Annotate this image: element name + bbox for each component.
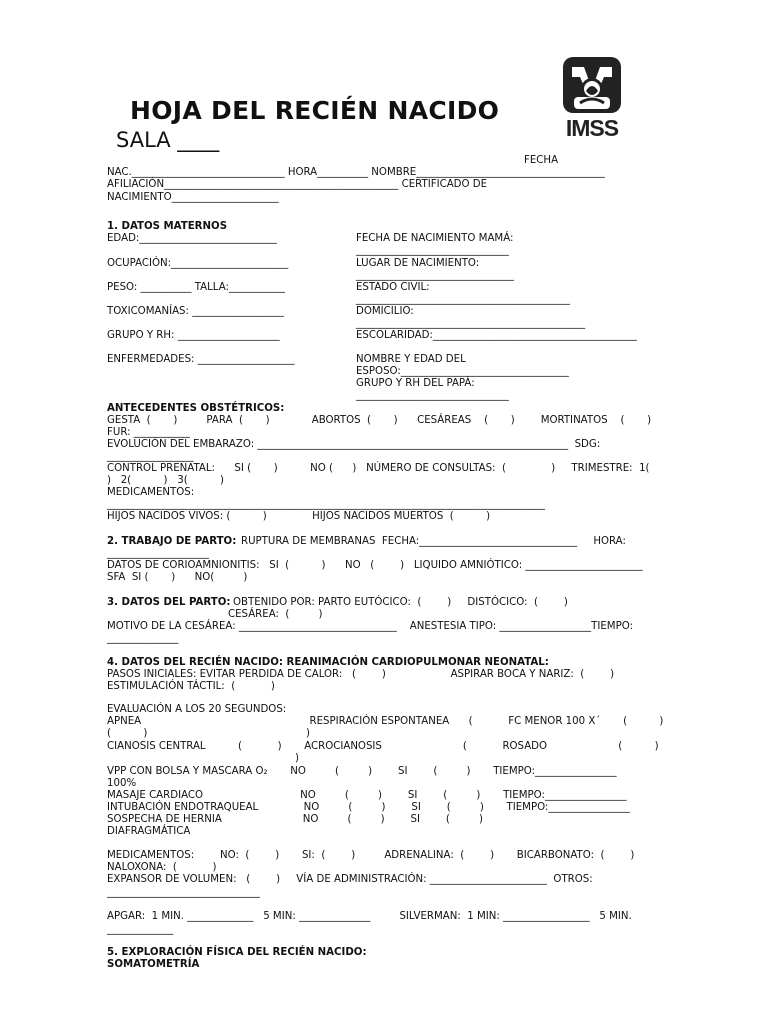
form-line-s4f: CIANOSIS CENTRAL ( ) ACROCIANOSIS ( ROSADO ( )	[107, 741, 659, 752]
form-line-m-dom2: _____________________________________________	[356, 318, 586, 329]
form-line-m-enf: ENFERMEDADES: ___________________	[107, 354, 295, 365]
form-line-s4e: ( ) )	[107, 728, 310, 739]
form-line-ao4: _________________	[107, 451, 194, 462]
form-line-s4c: EVALUACIÓN A LOS 20 SEGUNDOS:	[107, 704, 287, 715]
form-line-ao7: MEDICAMENTOS:	[107, 487, 195, 498]
form-line-m-papa: GRUPO Y RH DEL PAPÁ:	[356, 378, 475, 389]
form-line-s3d: ______________	[107, 633, 179, 644]
form-line-m-dom: DOMICILIO:	[356, 306, 414, 317]
form-line-s3c: MOTIVO DE LA CESÁREA: _______________________________ ANESTESIA TIPO: __________________TIEMPO:	[107, 621, 633, 632]
form-line-s4i: 100%	[107, 778, 137, 789]
form-line-m-lugar: LUGAR DE NACIMIENTO:	[356, 258, 480, 269]
form-line-s3: 3. DATOS DEL PARTO:	[107, 597, 231, 608]
form-line-s4j: MASAJE CARDIACO NO ( ) SI ( ) TIEMPO:________________	[107, 790, 627, 801]
imss-logo	[558, 55, 626, 139]
form-line-s4d: APNEA RESPIRACIÓN ESPONTANEA ( FC MENOR 100 X´ ( )	[107, 716, 664, 727]
form-line-l-nacim: NACIMIENTO_____________________	[107, 192, 279, 203]
form-line-m-fnac: FECHA DE NACIMIENTO MAMÁ:	[356, 233, 514, 244]
form-line-s2a: RUPTURA DE MEMBRANAS FECHA:_______________________________ HORA:	[241, 536, 626, 547]
form-line-s4l: SOSPECHA DE HERNIA NO ( ) SI ( )	[107, 814, 484, 825]
form-line-s4p: EXPANSOR DE VOLUMEN: ( ) VÍA DE ADMINISTRACIÓN: _______________________ OTROS:	[107, 874, 593, 885]
form-line-s3b: CESÁREA: ( )	[228, 609, 323, 620]
form-line-m-esc: ESCOLARIDAD:________________________________________	[356, 330, 637, 341]
page-title: HOJA DEL RECIÉN NACIDO	[130, 96, 500, 125]
form-line-s4g: )	[295, 753, 299, 764]
form-line-ao9: HIJOS NACIDOS VIVOS: ( ) HIJOS NACIDOS MUERTOS ( )	[107, 511, 491, 522]
form-line-s5: 5. EXPLORACIÓN FÍSICA DEL RECIÉN NACIDO:	[107, 947, 367, 958]
form-line-ao3: EVOLUCIÓN DEL EMBARAZO: _____________________________________________________________ SDG:	[107, 439, 601, 450]
form-line-s2c: DATOS DE CORIOAMNIONITIS: SI ( ) NO ( ) LIQUIDO AMNIÓTICO: _______________________	[107, 560, 643, 571]
form-line-s4k: INTUBACIÓN ENDOTRAQUEAL NO ( ) SI ( ) TIEMPO:________________	[107, 802, 630, 813]
form-line-ao5: CONTROL PRENATAL: SI ( ) NO ( ) NÚMERO DE CONSULTAS: ( ) TRIMESTRE: 1(	[107, 463, 650, 474]
form-line-s5a: SOMATOMETRÍA	[107, 959, 200, 970]
form-line-s4h: VPP CON BOLSA Y MASCARA O₂ NO ( ) SI ( ) TIEMPO:________________	[107, 766, 617, 777]
form-line-l-afil: AFILIACIÓN______________________________________________ CERTIFICADO DE	[107, 179, 488, 190]
form-line-m-ocup: OCUPACIÓN:_______________________	[107, 258, 289, 269]
form-line-m-papa2: ______________________________	[356, 390, 509, 401]
form-line-m-civil: ESTADO CIVIL:	[356, 282, 430, 293]
form-line-m-peso: PESO: __________ TALLA:___________	[107, 282, 285, 293]
form-line-s4q: ______________________________	[107, 887, 260, 898]
imss-logo-text: IMSS	[565, 115, 619, 139]
form-line-m-toxi: TOXICOMANÍAS: __________________	[107, 306, 284, 317]
form-line-s4o: NALOXONA: ( )	[107, 862, 217, 873]
form-line-s2: 2. TRABAJO DE PARTO:	[107, 536, 237, 547]
form-line-ao: ANTECEDENTES OBSTÉTRICOS:	[107, 403, 285, 414]
form-line-m-fnac2: ______________________________	[356, 245, 509, 256]
form-line-s4r: APGAR: 1 MIN. _____________ 5 MIN: ______________ SILVERMAN: 1 MIN: _________________ 5 MIN.	[107, 911, 632, 922]
form-line-s4b: ESTIMULACIÓN TÁCTIL: ( )	[107, 681, 275, 692]
form-line-m-esposo2: ESPOSO:_________________________________	[356, 366, 569, 377]
form-line-s4n: MEDICAMENTOS: NO: ( ) SI: ( ) ADRENALINA: ( ) BICARBONATO: ( )	[107, 850, 635, 861]
form-line-s4s: _____________	[107, 924, 174, 935]
form-line-ao8: ______________________________________________________________________________________	[107, 499, 546, 510]
form-line-s4a: PASOS INICIALES: EVITAR PERDIDA DE CALOR: ( ) ASPIRAR BOCA Y NARIZ: ( )	[107, 669, 615, 680]
form-line-ao1: GESTA ( ) PARA ( ) ABORTOS ( ) CESÁREAS ( ) MORTINATOS ( )	[107, 415, 652, 426]
form-line-s1: 1. DATOS MATERNOS	[107, 221, 228, 232]
form-line-s4: 4. DATOS DEL RECIÉN NACIDO: REANIMACIÓN CARDIOPULMONAR NEONATAL:	[107, 657, 549, 668]
form-line-s2d: SFA SI ( ) NO( )	[107, 572, 248, 583]
form-line-m-civil2: __________________________________________	[356, 294, 570, 305]
form-line-m-esposo: NOMBRE Y EDAD DEL	[356, 354, 466, 365]
form-line-l-fecha: FECHA	[524, 155, 559, 166]
form-line-ao2: FUR: ___________	[107, 427, 190, 438]
form-line-m-grupo: GRUPO Y RH: ____________________	[107, 330, 280, 341]
form-line-s3a: OBTENIDO POR: PARTO EUTÓCICO: ( ) DISTÓCICO: ( )	[233, 597, 568, 608]
form-line-m-edad: EDAD:___________________________	[107, 233, 277, 244]
form-line-s4m: DIAFRAGMÁTICA	[107, 826, 191, 837]
form-line-l-nac: NAC.______________________________ HORA__________ NOMBRE_____________________________________	[107, 167, 605, 178]
sala-field: SALA ____	[116, 128, 220, 152]
form-line-m-lugar2: _______________________________	[356, 270, 514, 281]
form-line-s2b: ____________________	[107, 548, 209, 559]
form-line-ao6: ) 2( ) 3( )	[107, 475, 225, 486]
